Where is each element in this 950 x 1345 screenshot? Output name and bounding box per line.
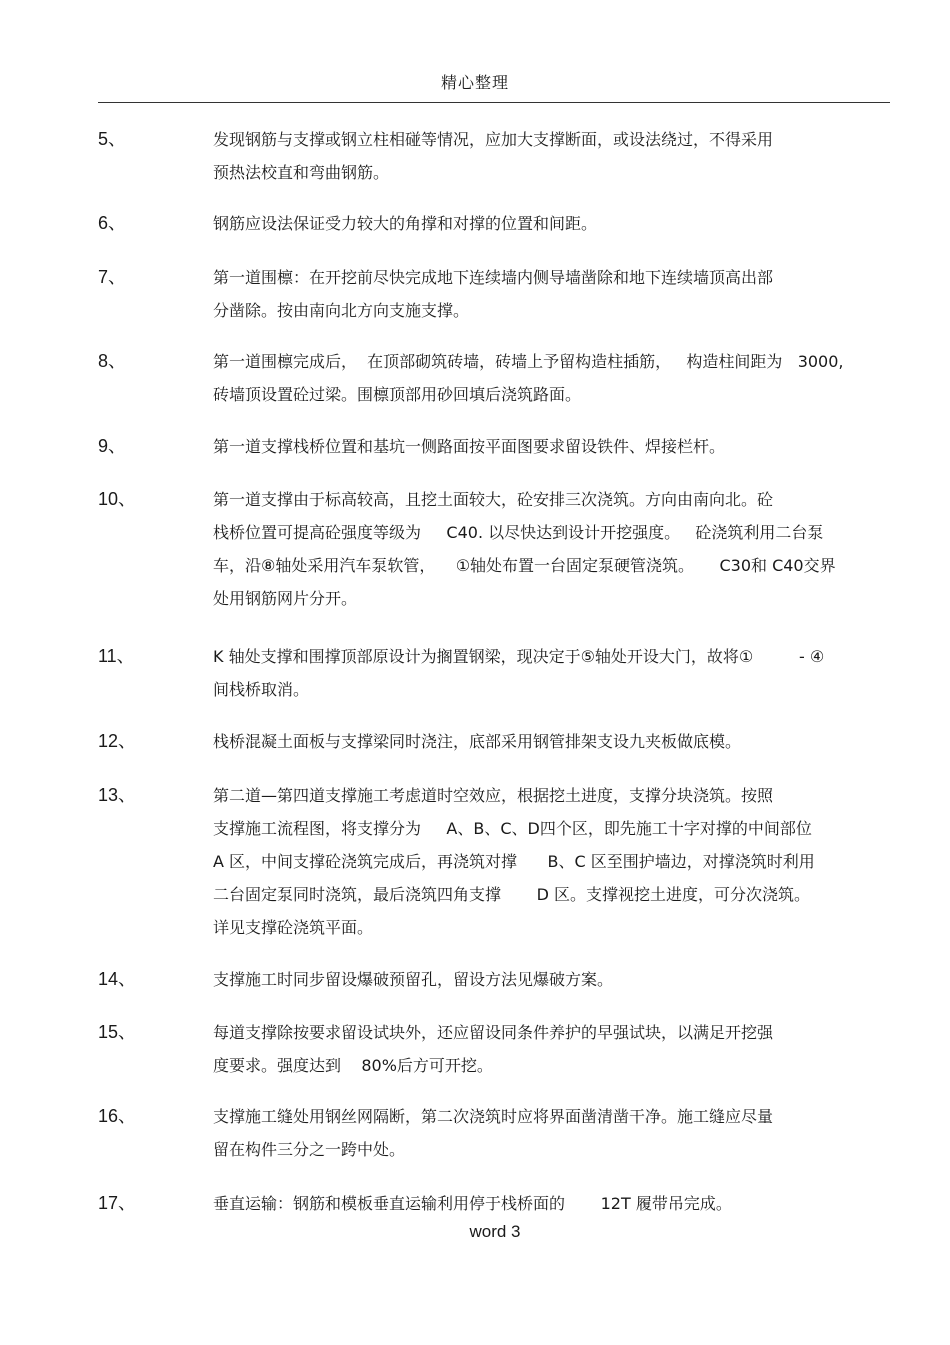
item-text-line: 支撑施工时同步留设爆破预留孔，留设方法见爆破方案。	[213, 970, 614, 989]
item-text-line: 栈桥位置可提高砼强度等级为 C40. 以尽快达到设计开挖强度。 砼浇筑利用二台泵	[213, 523, 824, 542]
item-number: 12、	[98, 731, 137, 751]
item-text	[213, 1016, 889, 1082]
item-text-line: 间栈桥取消。	[213, 680, 310, 699]
item-text	[213, 1187, 889, 1220]
item-number: 16、	[98, 1106, 137, 1126]
item-text-line: A 区，中间支撑砼浇筑完成后，再浇筑对撑 B、C 区至围护墙边，对撑浇筑时利用	[213, 852, 815, 871]
item-number: 17、	[98, 1193, 137, 1213]
item-text-line: 钢筋应设法保证受力较大的角撑和对撑的位置和间距。	[213, 214, 598, 233]
item-text	[213, 123, 889, 189]
item-number: 5、	[98, 129, 127, 149]
item-number: 15、	[98, 1022, 137, 1042]
item-number: 9、	[98, 436, 127, 456]
item-text-line: 第一道支撑由于标高较高，且挖土面较大，砼安排三次浇筑。方向由南向北。砼	[213, 490, 774, 509]
item-text-line: 支撑施工缝处用钢丝网隔断，第二次浇筑时应将界面凿清凿干净。施工缝应尽量	[213, 1107, 774, 1126]
item-text-line: 详见支撑砼浇筑平面。	[213, 918, 374, 937]
item-text-line: 砖墙顶设置砼过梁。围檩顶部用砂回填后浇筑路面。	[213, 385, 582, 404]
item-text-line: 支撑施工流程图，将支撑分为 A、B、C、D四个区，即先施工十字对撑的中间部位	[213, 819, 812, 838]
item-text-line: 留在构件三分之一跨中处。	[213, 1140, 406, 1159]
item-number: 14、	[98, 969, 137, 989]
item-text	[213, 963, 889, 996]
page-header-title: 精心整理	[440, 73, 509, 92]
item-text	[213, 261, 889, 327]
item-text	[213, 779, 889, 944]
item-text-line: 第一道围檩：在开挖前尽快完成地下连续墙内侧导墙凿除和地下连续墙顶高出部	[213, 268, 774, 287]
item-text	[213, 725, 889, 758]
item-text	[213, 430, 889, 463]
item-text-line: 第一道围檩完成后， 在顶部砌筑砖墙，砖墙上予留构造柱插筋， 构造柱间距为 3000,	[213, 352, 844, 371]
item-text-line: 车，沿⑧轴处采用汽车泵软管， ①轴处布置一台固定泵硬管浇筑。 C30和 C40交界	[213, 556, 836, 575]
item-text-line: 垂直运输：钢筋和模板垂直运输利用停于栈桥面的 12T 履带吊完成。	[213, 1194, 732, 1213]
item-text-line: 预热法校直和弯曲钢筋。	[213, 163, 390, 182]
item-text-line: 每道支撑除按要求留设试块外，还应留设同条件养护的早强试块，以满足开挖强	[213, 1023, 774, 1042]
item-text	[213, 345, 889, 411]
item-text-line: 分凿除。按由南向北方向支施支撑。	[213, 301, 470, 320]
item-text	[213, 1100, 889, 1166]
item-text-line: 第二道—第四道支撑施工考虑道时空效应，根据挖土进度，支撑分块浇筑。按照	[213, 786, 774, 805]
item-text	[213, 207, 889, 240]
item-text	[213, 640, 889, 706]
item-text-line: 度要求。强度达到 80%后方可开挖。	[213, 1056, 493, 1075]
item-number: 6、	[98, 213, 127, 233]
item-text-line: K 轴处支撑和围撑顶部原设计为搁置钢梁，现决定于⑤轴处开设大门，故将① - ④	[213, 647, 825, 666]
item-number: 8、	[98, 351, 127, 371]
item-number: 10、	[98, 489, 137, 509]
page-footer-label: word 3	[469, 1222, 521, 1241]
header-divider	[98, 102, 890, 103]
item-number: 13、	[98, 785, 137, 805]
item-number: 7、	[98, 267, 127, 287]
item-text-line: 第一道支撑栈桥位置和基坑一侧路面按平面图要求留设铁件、焊接栏杆。	[213, 437, 726, 456]
item-text-line: 二台固定泵同时浇筑，最后浇筑四角支撑 D 区。支撑视挖土进度，可分次浇筑。	[213, 885, 811, 904]
item-text-line: 处用钢筋网片分开。	[213, 589, 358, 608]
item-text-line: 发现钢筋与支撑或钢立柱相碰等情况，应加大支撑断面，或设法绕过，不得采用	[213, 130, 774, 149]
item-text-line: 栈桥混凝土面板与支撑梁同时浇注，底部采用钢管排架支设九夹板做底模。	[213, 732, 742, 751]
item-text	[213, 483, 889, 615]
item-number: 11、	[98, 646, 135, 666]
